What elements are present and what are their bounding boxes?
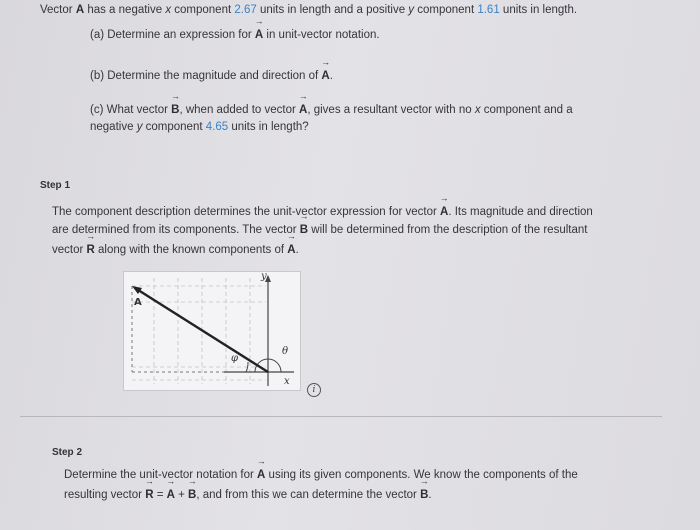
part-c-question-line2: negative y component 4.65 units in length? <box>90 121 309 133</box>
value-x-component: 2.67 <box>234 4 257 16</box>
step2-line2: resulting vector → R = → A + → B, and from this we can determine the vector → B. <box>64 486 432 504</box>
step2-line1: Determine the unit-vector notation for → A using its given components. We know the components of the <box>64 466 578 484</box>
y-axis-label: y <box>261 272 267 282</box>
step1-line1: The component description determines the unit-vector expression for vector → A. Its magnitude and direction <box>52 203 593 221</box>
vector-a-symbol: → A <box>76 1 84 19</box>
phi-label: φ <box>231 353 239 364</box>
vector-diagram <box>123 271 301 391</box>
vector-a-line <box>135 288 268 372</box>
info-icon[interactable]: i <box>307 383 321 397</box>
step1-line2: are determined from its components. The vector → B will be determined from the description of the resultant <box>52 221 587 239</box>
problem-intro: Vector → A has a negative x component 2.67 units in length and a positive y component 1.61 units in length. <box>40 1 577 19</box>
step2-label: Step 2 <box>52 447 83 458</box>
vector-diagram-svg <box>124 272 300 390</box>
vector-a-label: A <box>134 297 142 308</box>
theta-label: θ <box>282 346 289 357</box>
step-divider <box>20 416 662 417</box>
x-axis-label: x <box>284 376 290 387</box>
value-y-component: 1.61 <box>477 4 500 16</box>
part-b-question: (b) Determine the magnitude and direction of → A. <box>90 67 333 85</box>
part-a-question: (a) Determine an expression for → A in unit-vector notation. <box>90 26 380 44</box>
step1-line3: vector → R along with the known components of → A. <box>52 241 299 259</box>
value-resultant-y: 4.65 <box>205 121 229 133</box>
part-c-question-line1: (c) What vector → B, when added to vector → A, gives a resultant vector with no x component and a <box>90 101 573 119</box>
step1-label: Step 1 <box>40 180 71 191</box>
